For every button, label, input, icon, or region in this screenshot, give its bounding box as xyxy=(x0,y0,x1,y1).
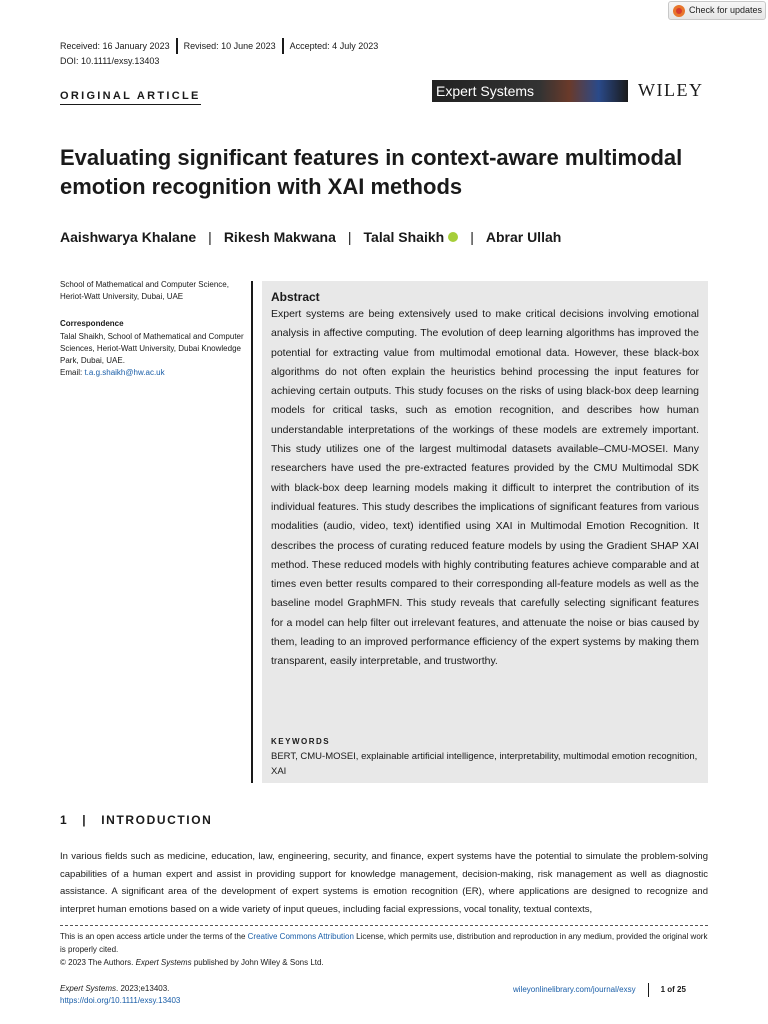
accepted-date: Accepted: 4 July 2023 xyxy=(289,41,379,51)
divider xyxy=(648,983,649,997)
check-for-updates-button[interactable] xyxy=(668,1,766,20)
divider xyxy=(282,38,284,54)
footer-right xyxy=(513,983,686,997)
section-heading xyxy=(60,813,212,827)
article-type: ORIGINAL ARTICLE xyxy=(60,90,201,105)
email-link[interactable]: t.a.g.shaikh@hw.ac.uk xyxy=(84,368,165,377)
footnote-divider xyxy=(60,925,708,926)
journal-site-link[interactable]: wileyonlinelibrary.com/journal/exsy xyxy=(513,985,636,994)
author-name[interactable]: Talal Shaikh xyxy=(363,229,445,245)
author-name[interactable]: Aaishwarya Khalane xyxy=(60,229,197,245)
introduction-text: In various fields such as medicine, education, law, engineering, security, and finance, expert systems have the potential to simulate the problem-solving capabilities of a human expert and assist in providing support for knowledge management, decision-making, risk management as well as diagnostic assistance. A significant area of the development of expert systems is emotion recognition (ER), where applications are designed to recognize and interpret human emotions based on a wide variety of input queues, including facial expressions, vocal tonality, textual contexts, xyxy=(60,851,708,915)
license-text: License, which permits use, distribution and reproduction in any medium, provided the original work is properly cited. xyxy=(60,932,708,954)
license-text: This is an open access article under the terms of the xyxy=(60,932,248,941)
publisher-logo: WILEY xyxy=(638,80,704,100)
copyright-journal: Expert Systems xyxy=(135,958,192,967)
copyright-text: © 2023 The Authors. xyxy=(60,958,136,967)
author-separator: | xyxy=(347,229,352,245)
footer-journal: Expert Systems xyxy=(60,984,117,993)
correspondence-heading: Correspondence xyxy=(60,319,124,328)
author-list xyxy=(60,229,561,245)
author-separator: | xyxy=(208,229,212,245)
received-date: Received: 16 January 2023 xyxy=(60,41,170,51)
article-dates xyxy=(60,38,378,54)
correspondence-text: Talal Shaikh, School of Mathematical and Computer Sciences, Heriot-Watt University, Dubai Knowledge Park, Dubai, UAE. xyxy=(60,332,244,365)
orcid-icon[interactable] xyxy=(448,232,458,242)
section-separator: | xyxy=(82,813,88,827)
page-number: 1 of 25 xyxy=(660,985,686,994)
doi-text: DOI: 10.1111/exsy.13403 xyxy=(60,56,160,66)
email-label: Email: xyxy=(60,368,85,377)
section-number: 1 xyxy=(60,813,69,827)
abstract-text: Expert systems are being extensively used to make critical decisions involving emotional analysis in affective computing. The evolution of deep learning algorithms has improved the potential for extracting value from multimodal emotional data. However, these black-box algorithms do not often explain the heuristics behind processing the input features for achieving certain outputs. This study focuses on the risks of using black-box deep learning models for critical tasks, such as emotion recognition, and describes how human understandable interpretations of the workings of these models are extremely important. This study utilizes one of the largest multimodal datasets available–CMU-MOSEI. Many researchers have used the pre-extracted features provided by the CMU Multimodal SDK with black-box deep learning models making it difficult to interpret the contribution of its individual features. This study describes the implications of significant features from various modalities (audio, video, text) identified using XAI in Multimodal Emotion Recognition. It describes the process of curating reduced feature models by using the Gradient SHAP XAI method. These reduced models with highly contributing features achieve comparable and at times even better results compared to their corresponding all-feature models as well as the baseline model GraphMFN. This study reveals that carefully selecting significant features for a model can help filter out irrelevant features, and attenuate the noise or bias caused by them, leading to an improved performance efficiency of the expert systems by making them transparent, easily interpretable, and trustworthy. xyxy=(271,308,699,668)
cc-license-link[interactable]: Creative Commons Attribution xyxy=(247,932,354,941)
paper-title: Evaluating significant features in context-aware multimodal emotion recognition with XAI methods xyxy=(60,145,683,199)
correspondence-block xyxy=(60,331,245,379)
revised-date: Revised: 10 June 2023 xyxy=(183,41,276,51)
abstract-rule xyxy=(251,281,253,783)
journal-logo: Expert Systems xyxy=(432,80,628,102)
divider xyxy=(176,38,178,54)
affiliation: School of Mathematical and Computer Science, Heriot-Watt University, Dubai, UAE xyxy=(60,280,229,301)
footer-citation xyxy=(60,983,180,1007)
author-name[interactable]: Rikesh Makwana xyxy=(223,229,336,245)
check-for-updates-label: Check for updates xyxy=(689,5,763,15)
section-title: INTRODUCTION xyxy=(101,813,213,827)
crossmark-icon xyxy=(673,5,685,17)
keywords-text: BERT, CMU-MOSEI, explainable artificial intelligence, interpretability, multimodal emotion recognition, XAI xyxy=(271,751,698,777)
keywords-heading: KEYWORDS xyxy=(271,737,331,746)
footer-doi-link[interactable]: https://doi.org/10.1111/exsy.13403 xyxy=(60,996,181,1005)
author-name[interactable]: Abrar Ullah xyxy=(485,229,562,245)
license-note xyxy=(60,930,708,969)
copyright-text: published by John Wiley & Sons Ltd. xyxy=(191,958,324,967)
author-separator: | xyxy=(470,229,474,245)
footer-citation-text: . 2023;e13403. xyxy=(116,984,170,993)
abstract-heading: Abstract xyxy=(271,290,320,304)
